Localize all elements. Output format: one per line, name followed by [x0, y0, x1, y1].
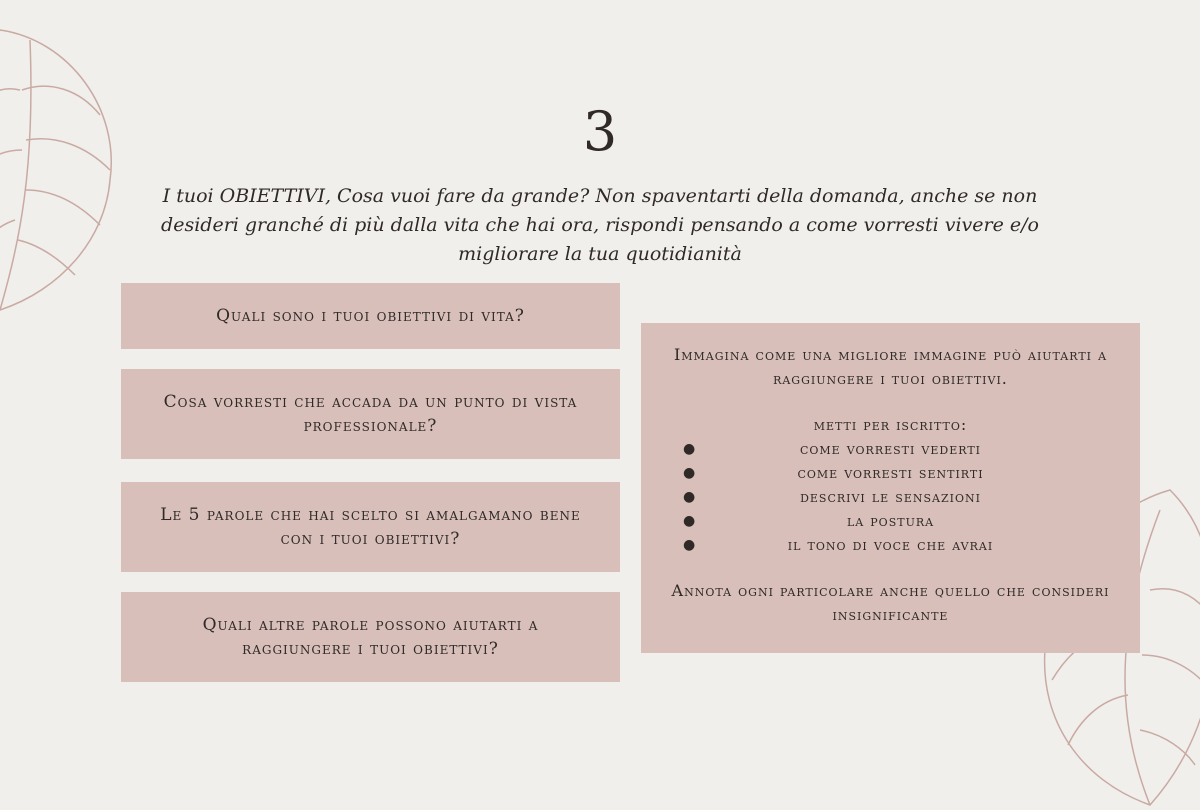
question-text: Cosa vorresti che accada da un punto di vista professionale? — [163, 392, 578, 436]
question-box — [121, 369, 620, 459]
bullet-icon: ● — [683, 441, 697, 457]
list-item: ● come vorresti vederti — [671, 437, 1110, 461]
question-box — [121, 283, 620, 349]
intro-text: I tuoi OBIETTIVI, Cosa vuoi fare da grande? Non spaventarti della domanda, anche se non desideri granché di più dalla vita che hai ora, rispondi pensando a come vorresti vivere e/o migliorare la tua quotidianità — [161, 185, 1039, 265]
list-item: ● descrivi le sensazioni — [671, 485, 1110, 509]
page-number: 3 — [582, 100, 618, 163]
panel-list-title: metti per iscritto: — [813, 415, 968, 434]
list-item: ● il tono di voce che avrai — [671, 533, 1110, 557]
list-item: ● come vorresti sentirti — [671, 461, 1110, 485]
bullet-icon: ● — [683, 513, 697, 529]
question-box — [121, 482, 620, 572]
bullet-icon: ● — [683, 489, 697, 505]
bullet-icon: ● — [683, 537, 697, 553]
question-text: Quali sono i tuoi obiettivi di vita? — [216, 306, 525, 326]
panel-heading: Immagina come una migliore immagine può aiutarti a raggiungere i tuoi obiettivi. — [673, 345, 1108, 388]
question-text: Le 5 parole che hai scelto si amalgamano bene con i tuoi obiettivi? — [160, 505, 581, 549]
panel-list — [671, 437, 1110, 557]
visualization-panel — [641, 323, 1140, 653]
list-item: ● la postura — [671, 509, 1110, 533]
monstera-leaf-icon — [0, 20, 130, 320]
panel-footer: Annota ogni particolare anche quello che consideri insignificante — [671, 581, 1110, 624]
bullet-icon: ● — [683, 465, 697, 481]
question-text: Quali altre parole possono aiutarti a raggiungere i tuoi obiettivi? — [202, 615, 539, 659]
question-box — [121, 592, 620, 682]
